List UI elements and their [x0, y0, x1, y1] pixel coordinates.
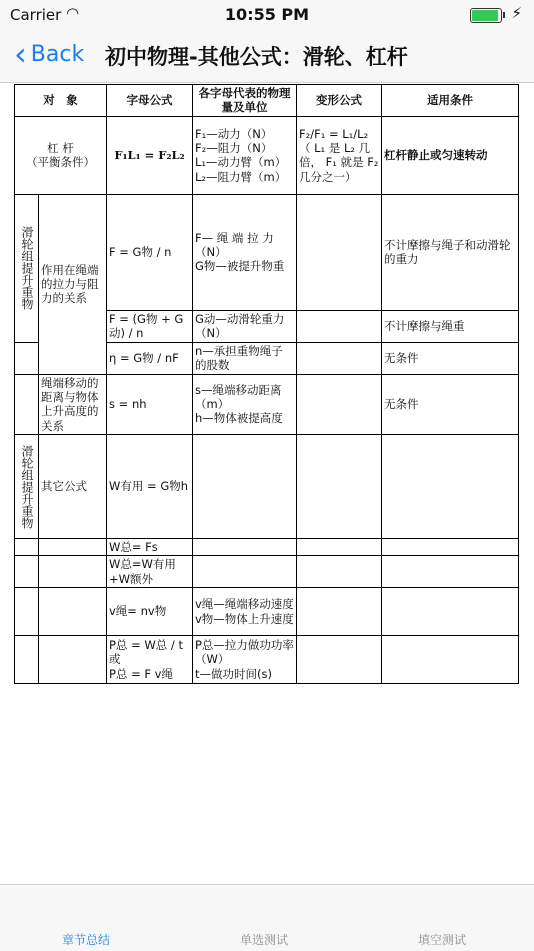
pulley-derived-1: [297, 194, 382, 310]
pulley-formula-9: P总 = W总 / t 或 P总 = F v绳: [107, 636, 193, 684]
pulley-cond-2: 不计摩擦与绳重: [382, 310, 519, 342]
lever-object: 杠 杆 （平衡条件）: [15, 116, 107, 194]
table-row: [15, 435, 519, 539]
table-row: [15, 116, 519, 194]
other-formulas-label: 其它公式: [39, 435, 107, 539]
empty-cell: [15, 539, 39, 556]
chevron-left-icon: ‹: [14, 35, 27, 73]
distance-relation: 绳端移动的距离与物体上升高度的关系: [39, 374, 107, 435]
pulley-vars-1: F— 绳 端 拉 力（N） G物—被提升物重: [193, 194, 297, 310]
empty-cell: [15, 588, 39, 636]
empty-cell: [15, 636, 39, 684]
navigation-bar: [0, 30, 534, 83]
empty-cell: [15, 374, 39, 435]
header-formula: 字母公式: [107, 85, 193, 117]
pulley-formula-7: W总=W有用+W额外: [107, 556, 193, 588]
page-title: 初中物理-其他公式：滑轮、杠杆: [105, 45, 408, 69]
pulley-vars-4: s—绳端移动距离（m） h—物体被提高度: [193, 374, 297, 435]
tab-bar: [0, 884, 534, 951]
table-row: [15, 636, 519, 684]
pulley-cond-4: 无条件: [382, 374, 519, 435]
group-pulley-label-2: 滑轮组提升重物: [15, 435, 39, 539]
pulley-cond-3: 无条件: [382, 342, 519, 374]
empty-cell: [297, 588, 382, 636]
table-row: [15, 374, 519, 435]
empty-cell: [382, 539, 519, 556]
empty-cell: [39, 636, 107, 684]
lever-condition: 杠杆静止或匀速转动: [382, 116, 519, 194]
pulley-formula-1: F = G物 / n: [107, 194, 193, 310]
empty-cell: [382, 588, 519, 636]
pulley-force-relation: 作用在绳端的拉力与阻力的关系: [39, 194, 107, 374]
empty-cell: [297, 636, 382, 684]
table-row: [15, 539, 519, 556]
table-header-row: [15, 85, 519, 117]
empty-cell: [193, 435, 297, 539]
group-pulley-label: 滑轮组提升重物: [15, 194, 39, 342]
pulley-vars-9: P总—拉力做功功率（W） t—做功时间(s): [193, 636, 297, 684]
pulley-vars-8: v绳—绳端移动速度 v物—物体上升速度: [193, 588, 297, 636]
pulley-vars-3: n—承担重物绳子的股数: [193, 342, 297, 374]
pulley-derived-2: [297, 310, 382, 342]
empty-cell: [297, 435, 382, 539]
formula-table-container: [14, 84, 518, 684]
table-row: [15, 588, 519, 636]
empty-cell: [39, 588, 107, 636]
lever-formula: F₁L₁ = F₂L₂: [107, 116, 193, 194]
empty-cell: [39, 539, 107, 556]
empty-cell: [382, 636, 519, 684]
header-variables: 各字母代表的物理量及单位: [193, 85, 297, 117]
empty-cell: [193, 539, 297, 556]
pulley-cond-1: 不计摩擦与绳子和动滑轮的重力: [382, 194, 519, 310]
header-derived: 变形公式: [297, 85, 382, 117]
table-row: [15, 194, 519, 310]
charging-icon: ⚡: [511, 4, 522, 22]
empty-cell: [382, 435, 519, 539]
wifi-icon: ◠: [66, 4, 80, 22]
empty-cell: [39, 556, 107, 588]
status-bar: [0, 0, 534, 30]
pulley-formula-3: η = G物 / nF: [107, 342, 193, 374]
empty-cell: [382, 556, 519, 588]
lever-derived: F₂/F₁ = L₁/L₂ （ L₁ 是 L₂ 几倍， F₁ 就是 F₂ 几分之一）: [297, 116, 382, 194]
battery-icon: [470, 8, 502, 23]
pulley-formula-5: W有用 = G物h: [107, 435, 193, 539]
empty-cell: [297, 556, 382, 588]
battery-tip: [503, 12, 505, 18]
tab-fill-blank[interactable]: 填空测试: [418, 933, 467, 947]
pulley-formula-4: s = nh: [107, 374, 193, 435]
pulley-vars-2: G动—动滑轮重力（N）: [193, 310, 297, 342]
tab-chapter-summary[interactable]: 章节总结: [62, 933, 111, 947]
tab-single-choice[interactable]: 单选测试: [240, 933, 289, 947]
empty-cell: [15, 556, 39, 588]
formula-table: [14, 84, 519, 684]
pulley-formula-2: F = (G物 + G动) / n: [107, 310, 193, 342]
back-button[interactable]: [14, 35, 85, 73]
empty-cell: [15, 342, 39, 374]
header-object: 对 象: [15, 85, 107, 117]
pulley-formula-6: W总= Fs: [107, 539, 193, 556]
back-label: Back: [30, 41, 85, 67]
carrier-label: Carrier: [10, 6, 62, 24]
header-condition: 适用条件: [382, 85, 519, 117]
clock: 10:55 PM: [224, 5, 310, 24]
pulley-formula-8: v绳= nv物: [107, 588, 193, 636]
pulley-derived-3: [297, 342, 382, 374]
lever-variables: F₁—动力（N） F₂—阻力（N） L₁—动力臂（m） L₂—阻力臂（m）: [193, 116, 297, 194]
empty-cell: [193, 556, 297, 588]
empty-cell: [297, 539, 382, 556]
pulley-derived-4: [297, 374, 382, 435]
table-row: [15, 556, 519, 588]
